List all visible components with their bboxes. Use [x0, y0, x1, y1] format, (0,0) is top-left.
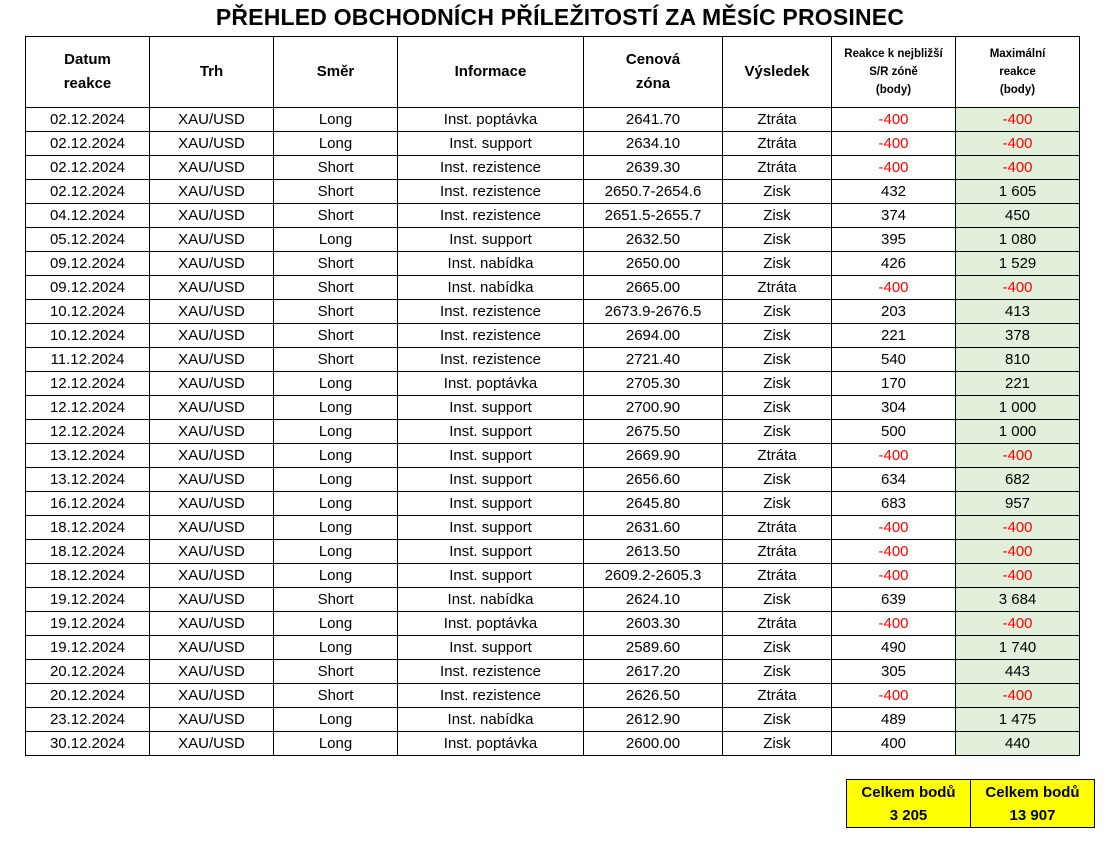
cell-date: 16.12.2024 — [26, 492, 150, 516]
table-row — [26, 516, 1080, 540]
cell-result: Ztráta — [723, 564, 832, 588]
cell-max-reaction: 1 529 — [956, 252, 1080, 276]
cell-direction: Long — [274, 108, 398, 132]
table-row — [26, 660, 1080, 684]
cell-date: 10.12.2024 — [26, 324, 150, 348]
header-max-reaction — [956, 37, 1080, 108]
cell-max-reaction: -400 — [956, 156, 1080, 180]
cell-max-reaction: 3 684 — [956, 588, 1080, 612]
cell-reaction: -400 — [832, 132, 956, 156]
cell-reaction: 305 — [832, 660, 956, 684]
cell-max-reaction: 413 — [956, 300, 1080, 324]
cell-info: Inst. nabídka — [398, 708, 584, 732]
cell-info: Inst. support — [398, 420, 584, 444]
cell-date: 04.12.2024 — [26, 204, 150, 228]
cell-date: 13.12.2024 — [26, 468, 150, 492]
table-row — [26, 108, 1080, 132]
cell-direction: Short — [274, 660, 398, 684]
cell-market: XAU/USD — [150, 468, 274, 492]
total-reaction-cell — [847, 780, 971, 828]
cell-direction: Short — [274, 204, 398, 228]
cell-direction: Short — [274, 588, 398, 612]
cell-direction: Long — [274, 228, 398, 252]
cell-market: XAU/USD — [150, 444, 274, 468]
cell-reaction: -400 — [832, 156, 956, 180]
header-date — [26, 37, 150, 108]
cell-max-reaction: 443 — [956, 660, 1080, 684]
cell-info: Inst. support — [398, 492, 584, 516]
header-reaction-unit: (body) — [875, 84, 912, 96]
cell-zone: 2626.50 — [584, 684, 723, 708]
cell-market: XAU/USD — [150, 108, 274, 132]
cell-market: XAU/USD — [150, 300, 274, 324]
cell-reaction: 400 — [832, 732, 956, 756]
cell-zone: 2613.50 — [584, 540, 723, 564]
cell-zone: 2721.40 — [584, 348, 723, 372]
cell-info: Inst. support — [398, 444, 584, 468]
cell-date: 30.12.2024 — [26, 732, 150, 756]
cell-reaction: 634 — [832, 468, 956, 492]
cell-result: Zisk — [723, 420, 832, 444]
cell-result: Ztráta — [723, 516, 832, 540]
cell-info: Inst. nabídka — [398, 588, 584, 612]
cell-reaction: -400 — [832, 108, 956, 132]
cell-direction: Short — [274, 180, 398, 204]
header-reaction-line2: S/R zóně — [869, 66, 918, 78]
cell-zone: 2694.00 — [584, 324, 723, 348]
table-header — [26, 37, 1080, 108]
cell-direction: Long — [274, 492, 398, 516]
cell-market: XAU/USD — [150, 708, 274, 732]
cell-direction: Short — [274, 276, 398, 300]
cell-market: XAU/USD — [150, 204, 274, 228]
cell-info: Inst. poptávka — [398, 108, 584, 132]
table-row — [26, 636, 1080, 660]
cell-result: Ztráta — [723, 444, 832, 468]
cell-market: XAU/USD — [150, 348, 274, 372]
cell-info: Inst. support — [398, 564, 584, 588]
total-max-cell — [971, 780, 1095, 828]
cell-reaction: 683 — [832, 492, 956, 516]
cell-zone: 2612.90 — [584, 708, 723, 732]
cell-zone: 2632.50 — [584, 228, 723, 252]
cell-zone: 2665.00 — [584, 276, 723, 300]
cell-date: 13.12.2024 — [26, 444, 150, 468]
table-row — [26, 300, 1080, 324]
cell-max-reaction: 1 605 — [956, 180, 1080, 204]
cell-market: XAU/USD — [150, 276, 274, 300]
cell-info: Inst. poptávka — [398, 612, 584, 636]
cell-max-reaction: 450 — [956, 204, 1080, 228]
cell-direction: Long — [274, 132, 398, 156]
cell-info: Inst. rezistence — [398, 348, 584, 372]
total-reaction-value: 3 205 — [889, 806, 928, 824]
cell-market: XAU/USD — [150, 516, 274, 540]
cell-max-reaction: -400 — [956, 540, 1080, 564]
table-row — [26, 156, 1080, 180]
cell-zone: 2639.30 — [584, 156, 723, 180]
cell-result: Zisk — [723, 324, 832, 348]
cell-reaction: -400 — [832, 684, 956, 708]
table-row — [26, 420, 1080, 444]
cell-reaction: -400 — [832, 444, 956, 468]
cell-result: Zisk — [723, 204, 832, 228]
cell-max-reaction: -400 — [956, 612, 1080, 636]
cell-date: 20.12.2024 — [26, 684, 150, 708]
table-row — [26, 468, 1080, 492]
cell-market: XAU/USD — [150, 132, 274, 156]
cell-date: 23.12.2024 — [26, 708, 150, 732]
cell-date: 12.12.2024 — [26, 420, 150, 444]
header-date-line2: reakce — [63, 75, 112, 92]
cell-max-reaction: -400 — [956, 444, 1080, 468]
cell-market: XAU/USD — [150, 612, 274, 636]
cell-zone: 2651.5-2655.7 — [584, 204, 723, 228]
cell-market: XAU/USD — [150, 396, 274, 420]
cell-market: XAU/USD — [150, 732, 274, 756]
header-result: Výsledek — [723, 37, 832, 108]
header-reaction — [832, 37, 956, 108]
table-row — [26, 588, 1080, 612]
table-row — [26, 612, 1080, 636]
cell-reaction: -400 — [832, 612, 956, 636]
cell-max-reaction: 682 — [956, 468, 1080, 492]
cell-info: Inst. support — [398, 396, 584, 420]
cell-max-reaction: -400 — [956, 132, 1080, 156]
cell-info: Inst. rezistence — [398, 300, 584, 324]
table-row — [26, 204, 1080, 228]
cell-reaction: 426 — [832, 252, 956, 276]
cell-max-reaction: -400 — [956, 684, 1080, 708]
cell-zone: 2589.60 — [584, 636, 723, 660]
cell-info: Inst. support — [398, 468, 584, 492]
cell-date: 09.12.2024 — [26, 276, 150, 300]
cell-result: Zisk — [723, 732, 832, 756]
cell-max-reaction: 1 475 — [956, 708, 1080, 732]
table-row — [26, 540, 1080, 564]
cell-zone: 2645.80 — [584, 492, 723, 516]
cell-reaction: 500 — [832, 420, 956, 444]
totals-table — [846, 779, 1095, 828]
cell-max-reaction: -400 — [956, 108, 1080, 132]
cell-direction: Short — [274, 348, 398, 372]
cell-direction: Long — [274, 444, 398, 468]
cell-market: XAU/USD — [150, 228, 274, 252]
cell-result: Zisk — [723, 252, 832, 276]
cell-reaction: 540 — [832, 348, 956, 372]
cell-max-reaction: 378 — [956, 324, 1080, 348]
header-market: Trh — [150, 37, 274, 108]
cell-result: Zisk — [723, 660, 832, 684]
table-row — [26, 132, 1080, 156]
cell-reaction: 203 — [832, 300, 956, 324]
cell-info: Inst. rezistence — [398, 660, 584, 684]
cell-direction: Short — [274, 684, 398, 708]
cell-info: Inst. nabídka — [398, 252, 584, 276]
cell-max-reaction: -400 — [956, 516, 1080, 540]
cell-result: Zisk — [723, 708, 832, 732]
header-max-unit: (body) — [999, 84, 1036, 96]
cell-date: 20.12.2024 — [26, 660, 150, 684]
table-row — [26, 684, 1080, 708]
cell-date: 02.12.2024 — [26, 108, 150, 132]
cell-result: Ztráta — [723, 132, 832, 156]
cell-info: Inst. rezistence — [398, 684, 584, 708]
cell-reaction: 490 — [832, 636, 956, 660]
cell-zone: 2641.70 — [584, 108, 723, 132]
cell-market: XAU/USD — [150, 660, 274, 684]
cell-result: Zisk — [723, 372, 832, 396]
header-max-line2: reakce — [999, 66, 1036, 78]
cell-market: XAU/USD — [150, 684, 274, 708]
cell-direction: Long — [274, 540, 398, 564]
cell-direction: Long — [274, 372, 398, 396]
cell-result: Zisk — [723, 588, 832, 612]
header-info: Informace — [398, 37, 584, 108]
cell-info: Inst. support — [398, 228, 584, 252]
cell-market: XAU/USD — [150, 180, 274, 204]
page-title: PŘEHLED OBCHODNÍCH PŘÍLEŽITOSTÍ ZA MĚSÍC PROSINEC — [215, 4, 905, 30]
cell-date: 18.12.2024 — [26, 540, 150, 564]
table-body — [26, 108, 1080, 756]
cell-direction: Short — [274, 156, 398, 180]
cell-market: XAU/USD — [150, 636, 274, 660]
cell-market: XAU/USD — [150, 540, 274, 564]
cell-reaction: 639 — [832, 588, 956, 612]
header-zone — [584, 37, 723, 108]
cell-max-reaction: 1 080 — [956, 228, 1080, 252]
cell-direction: Short — [274, 300, 398, 324]
cell-market: XAU/USD — [150, 420, 274, 444]
cell-date: 19.12.2024 — [26, 636, 150, 660]
cell-max-reaction: 957 — [956, 492, 1080, 516]
cell-direction: Short — [274, 324, 398, 348]
cell-result: Zisk — [723, 180, 832, 204]
cell-date: 18.12.2024 — [26, 564, 150, 588]
cell-result: Zisk — [723, 348, 832, 372]
cell-info: Inst. nabídka — [398, 276, 584, 300]
cell-date: 19.12.2024 — [26, 612, 150, 636]
cell-reaction: 489 — [832, 708, 956, 732]
cell-direction: Long — [274, 636, 398, 660]
cell-direction: Short — [274, 252, 398, 276]
cell-max-reaction: 221 — [956, 372, 1080, 396]
cell-result: Zisk — [723, 468, 832, 492]
cell-zone: 2675.50 — [584, 420, 723, 444]
cell-direction: Long — [274, 564, 398, 588]
cell-zone: 2624.10 — [584, 588, 723, 612]
cell-market: XAU/USD — [150, 564, 274, 588]
cell-zone: 2631.60 — [584, 516, 723, 540]
cell-reaction: -400 — [832, 276, 956, 300]
header-direction: Směr — [274, 37, 398, 108]
cell-info: Inst. rezistence — [398, 156, 584, 180]
cell-direction: Long — [274, 612, 398, 636]
table-row — [26, 228, 1080, 252]
cell-max-reaction: -400 — [956, 276, 1080, 300]
table-row — [26, 396, 1080, 420]
cell-date: 11.12.2024 — [26, 348, 150, 372]
header-zone-line2: zóna — [635, 75, 671, 92]
cell-zone: 2700.90 — [584, 396, 723, 420]
cell-reaction: 170 — [832, 372, 956, 396]
cell-date: 05.12.2024 — [26, 228, 150, 252]
table-row — [26, 348, 1080, 372]
table-row — [26, 492, 1080, 516]
cell-result: Ztráta — [723, 276, 832, 300]
cell-max-reaction: 1 000 — [956, 420, 1080, 444]
table-row — [26, 276, 1080, 300]
table-row — [26, 444, 1080, 468]
cell-date: 10.12.2024 — [26, 300, 150, 324]
cell-reaction: 432 — [832, 180, 956, 204]
cell-direction: Long — [274, 420, 398, 444]
cell-zone: 2634.10 — [584, 132, 723, 156]
cell-market: XAU/USD — [150, 492, 274, 516]
cell-zone: 2617.20 — [584, 660, 723, 684]
table-row — [26, 372, 1080, 396]
cell-date: 02.12.2024 — [26, 156, 150, 180]
cell-result: Ztráta — [723, 540, 832, 564]
header-zone-line1: Cenová — [625, 51, 681, 68]
cell-zone: 2656.60 — [584, 468, 723, 492]
table-row — [26, 252, 1080, 276]
cell-market: XAU/USD — [150, 156, 274, 180]
cell-date: 19.12.2024 — [26, 588, 150, 612]
cell-zone: 2673.9-2676.5 — [584, 300, 723, 324]
cell-direction: Long — [274, 708, 398, 732]
cell-market: XAU/USD — [150, 588, 274, 612]
cell-date: 18.12.2024 — [26, 516, 150, 540]
cell-result: Zisk — [723, 396, 832, 420]
cell-zone: 2600.00 — [584, 732, 723, 756]
opportunities-table — [25, 36, 1080, 756]
cell-date: 02.12.2024 — [26, 132, 150, 156]
cell-max-reaction: 810 — [956, 348, 1080, 372]
cell-zone: 2669.90 — [584, 444, 723, 468]
cell-max-reaction: 440 — [956, 732, 1080, 756]
cell-result: Zisk — [723, 300, 832, 324]
cell-market: XAU/USD — [150, 324, 274, 348]
cell-reaction: 374 — [832, 204, 956, 228]
cell-reaction: -400 — [832, 540, 956, 564]
cell-zone: 2609.2-2605.3 — [584, 564, 723, 588]
cell-date: 02.12.2024 — [26, 180, 150, 204]
header-reaction-line1: Reakce k nejbližší — [844, 48, 943, 60]
table-row — [26, 324, 1080, 348]
cell-result: Ztráta — [723, 684, 832, 708]
cell-direction: Long — [274, 468, 398, 492]
cell-direction: Long — [274, 732, 398, 756]
cell-info: Inst. support — [398, 540, 584, 564]
cell-direction: Long — [274, 516, 398, 540]
cell-zone: 2705.30 — [584, 372, 723, 396]
header-max-line1: Maximální — [989, 48, 1046, 60]
cell-direction: Long — [274, 396, 398, 420]
cell-max-reaction: 1 740 — [956, 636, 1080, 660]
cell-reaction: 221 — [832, 324, 956, 348]
cell-max-reaction: -400 — [956, 564, 1080, 588]
cell-reaction: -400 — [832, 564, 956, 588]
cell-info: Inst. support — [398, 516, 584, 540]
cell-date: 09.12.2024 — [26, 252, 150, 276]
table-row — [26, 708, 1080, 732]
total-reaction-label: Celkem bodů — [861, 783, 956, 801]
cell-reaction: -400 — [832, 516, 956, 540]
cell-info: Inst. rezistence — [398, 204, 584, 228]
cell-result: Zisk — [723, 228, 832, 252]
table-row — [26, 564, 1080, 588]
cell-result: Ztráta — [723, 156, 832, 180]
total-max-value: 13 907 — [1009, 806, 1056, 824]
cell-info: Inst. rezistence — [398, 324, 584, 348]
table-row — [26, 180, 1080, 204]
cell-market: XAU/USD — [150, 372, 274, 396]
cell-result: Zisk — [723, 492, 832, 516]
cell-max-reaction: 1 000 — [956, 396, 1080, 420]
table-row — [26, 732, 1080, 756]
header-date-line1: Datum — [64, 51, 111, 68]
cell-result: Ztráta — [723, 612, 832, 636]
cell-date: 12.12.2024 — [26, 372, 150, 396]
cell-market: XAU/USD — [150, 252, 274, 276]
cell-result: Ztráta — [723, 108, 832, 132]
cell-info: Inst. support — [398, 132, 584, 156]
total-max-label: Celkem bodů — [985, 783, 1080, 801]
cell-result: Zisk — [723, 636, 832, 660]
cell-info: Inst. poptávka — [398, 372, 584, 396]
cell-reaction: 304 — [832, 396, 956, 420]
cell-info: Inst. poptávka — [398, 732, 584, 756]
cell-info: Inst. rezistence — [398, 180, 584, 204]
cell-zone: 2650.00 — [584, 252, 723, 276]
cell-reaction: 395 — [832, 228, 956, 252]
cell-zone: 2603.30 — [584, 612, 723, 636]
cell-zone: 2650.7-2654.6 — [584, 180, 723, 204]
cell-info: Inst. support — [398, 636, 584, 660]
cell-date: 12.12.2024 — [26, 396, 150, 420]
